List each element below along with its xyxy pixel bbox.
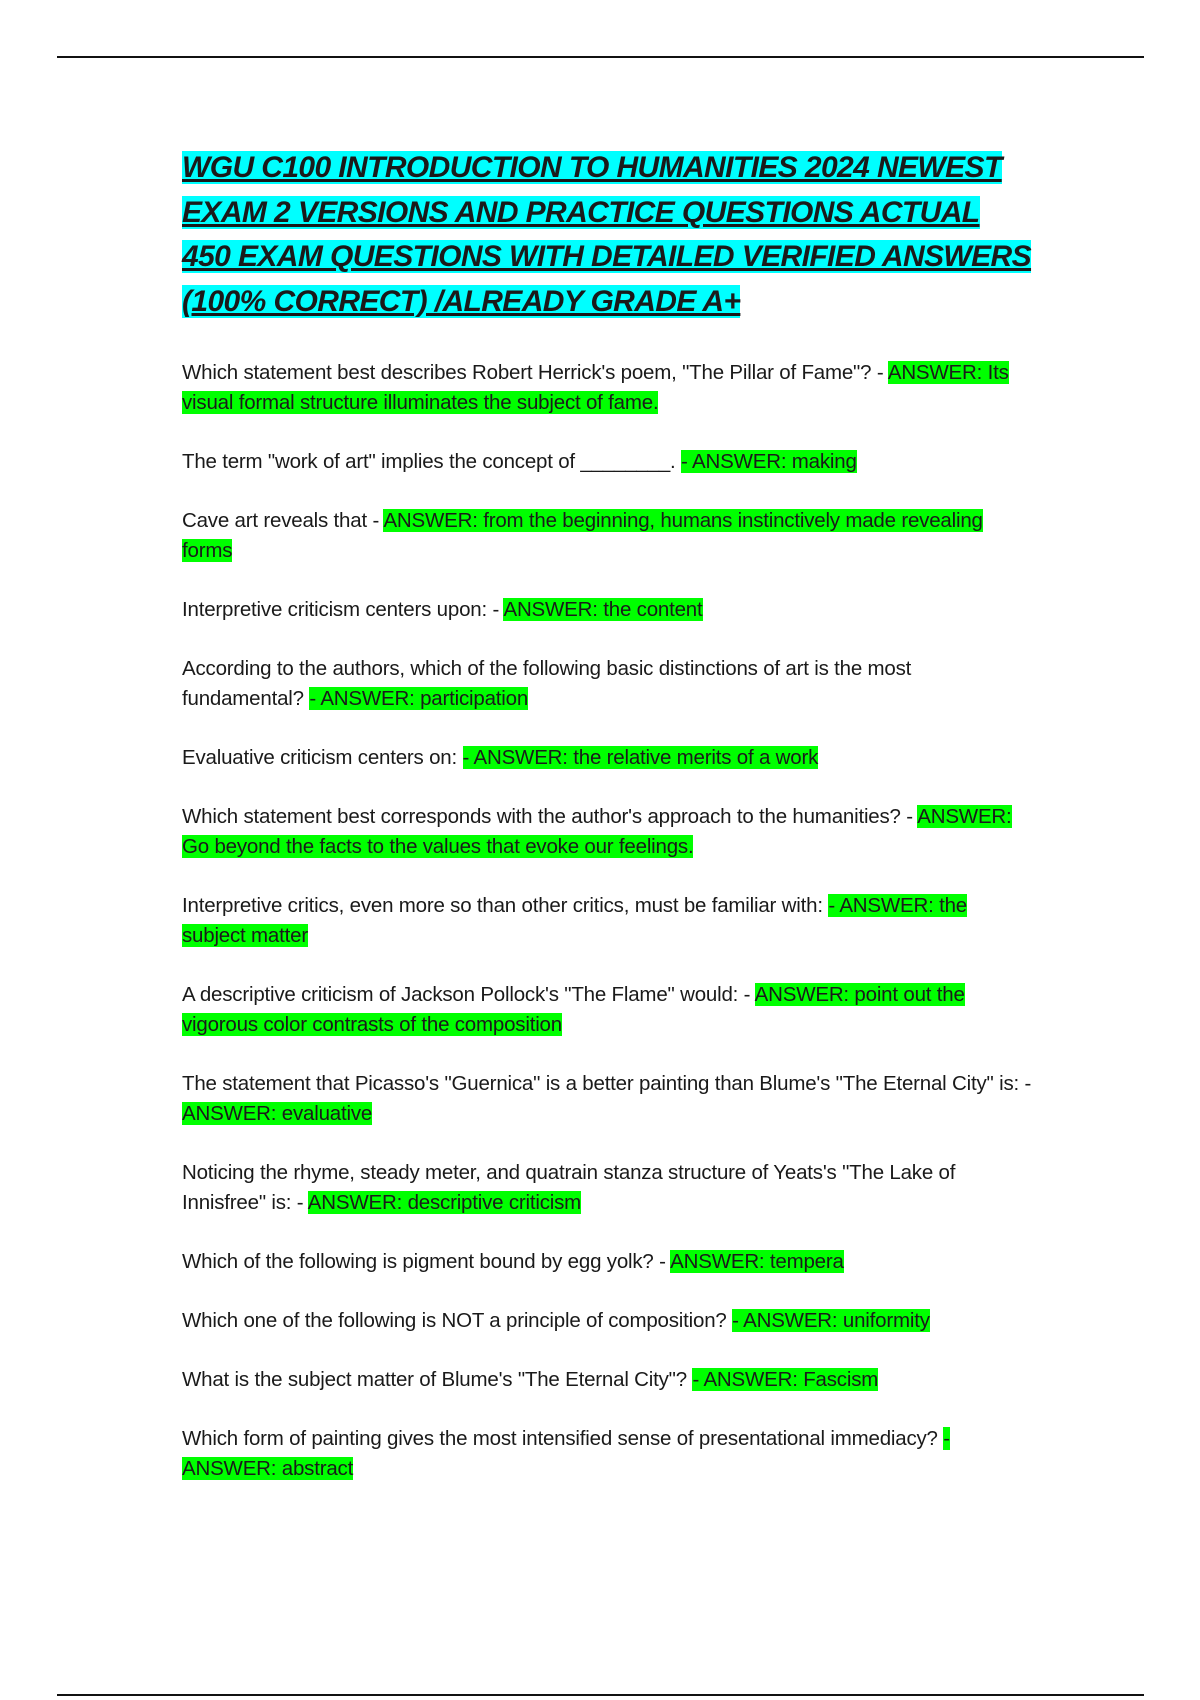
question-text: Noticing the rhyme, steady meter, and quatrain stanza structure of Yeats's "The Lake of Innisfree" is: - [182, 1161, 956, 1214]
question-text: Interpretive criticism centers upon: - [182, 598, 500, 621]
question-text: What is the subject matter of Blume's "The Eternal City"? [182, 1368, 687, 1391]
question-text: Which one of the following is NOT a principle of composition? [182, 1309, 727, 1332]
question-text: Interpretive critics, even more so than other critics, must be familiar with: [182, 894, 823, 917]
answer-text: ANSWER: descriptive criticism [307, 1191, 582, 1214]
qa-item [182, 802, 1032, 862]
question-text: Which statement best describes Robert Herrick's poem, "The Pillar of Fame"? - [182, 361, 884, 384]
qa-item [182, 447, 1032, 477]
bottom-rule [57, 1694, 1144, 1696]
question-text: The term "work of art" implies the concept of ________. [182, 450, 676, 473]
qa-item [182, 506, 1032, 566]
qa-item [182, 1158, 1032, 1218]
document-body [182, 146, 1032, 1513]
qa-item [182, 1424, 1032, 1484]
answer-text: - ANSWER: making [681, 450, 857, 473]
question-text: Cave art reveals that - [182, 509, 380, 532]
qa-item [182, 595, 1032, 625]
answer-text: ANSWER: from the beginning, humans instinctively made revealing forms [182, 509, 983, 562]
question-text: A descriptive criticism of Jackson Pollock's "The Flame" would: - [182, 983, 751, 1006]
answer-text: - ANSWER: participation [309, 687, 529, 710]
qa-item [182, 654, 1032, 714]
qa-item [182, 1069, 1032, 1129]
answer-text: ANSWER: the content [503, 598, 703, 621]
answer-text: ANSWER: tempera [670, 1250, 844, 1273]
answer-text: - ANSWER: the relative merits of a work [462, 746, 819, 769]
qa-item [182, 358, 1032, 418]
qa-item [182, 1365, 1032, 1395]
answer-text: ANSWER: point out the vigorous color contrasts of the composition [182, 983, 965, 1036]
question-text: Which of the following is pigment bound by egg yolk? - [182, 1250, 666, 1273]
answer-text: - ANSWER: the subject matter [182, 894, 968, 947]
top-rule [57, 56, 1144, 58]
question-text: According to the authors, which of the following basic distinctions of art is the most fundamental? [182, 657, 912, 710]
document-title [182, 146, 1032, 324]
answer-text: - ANSWER: uniformity [732, 1309, 930, 1332]
qa-item [182, 1247, 1032, 1277]
question-text: The statement that Picasso's "Guernica" is a better painting than Blume's "The Eternal City" is: - [182, 1072, 1032, 1095]
answer-text: - ANSWER: abstract [182, 1427, 950, 1480]
answer-text: ANSWER: evaluative [182, 1102, 373, 1125]
title-highlight: WGU C100 INTRODUCTION TO HUMANITIES 2024 NEWEST EXAM 2 VERSIONS AND PRACTICE QUESTIONS ACTUAL 450 EXAM QUESTIONS WITH DETAILED VERIFIED ANSWERS (100% CORRECT) /ALREADY GRADE A+ [182, 151, 1032, 318]
qa-item [182, 980, 1032, 1040]
question-text: Evaluative criticism centers on: [182, 746, 458, 769]
answer-text: ANSWER: Its visual formal structure illuminates the subject of fame. [182, 361, 1009, 414]
question-text: Which form of painting gives the most intensified sense of presentational immediacy? [182, 1427, 938, 1450]
answer-text: ANSWER: Go beyond the facts to the values that evoke our feelings. [182, 805, 1012, 858]
answer-text: - ANSWER: Fascism [692, 1368, 879, 1391]
qa-item [182, 743, 1032, 773]
qa-item [182, 1306, 1032, 1336]
question-text: Which statement best corresponds with the author's approach to the humanities? - [182, 805, 913, 828]
qa-item [182, 891, 1032, 951]
